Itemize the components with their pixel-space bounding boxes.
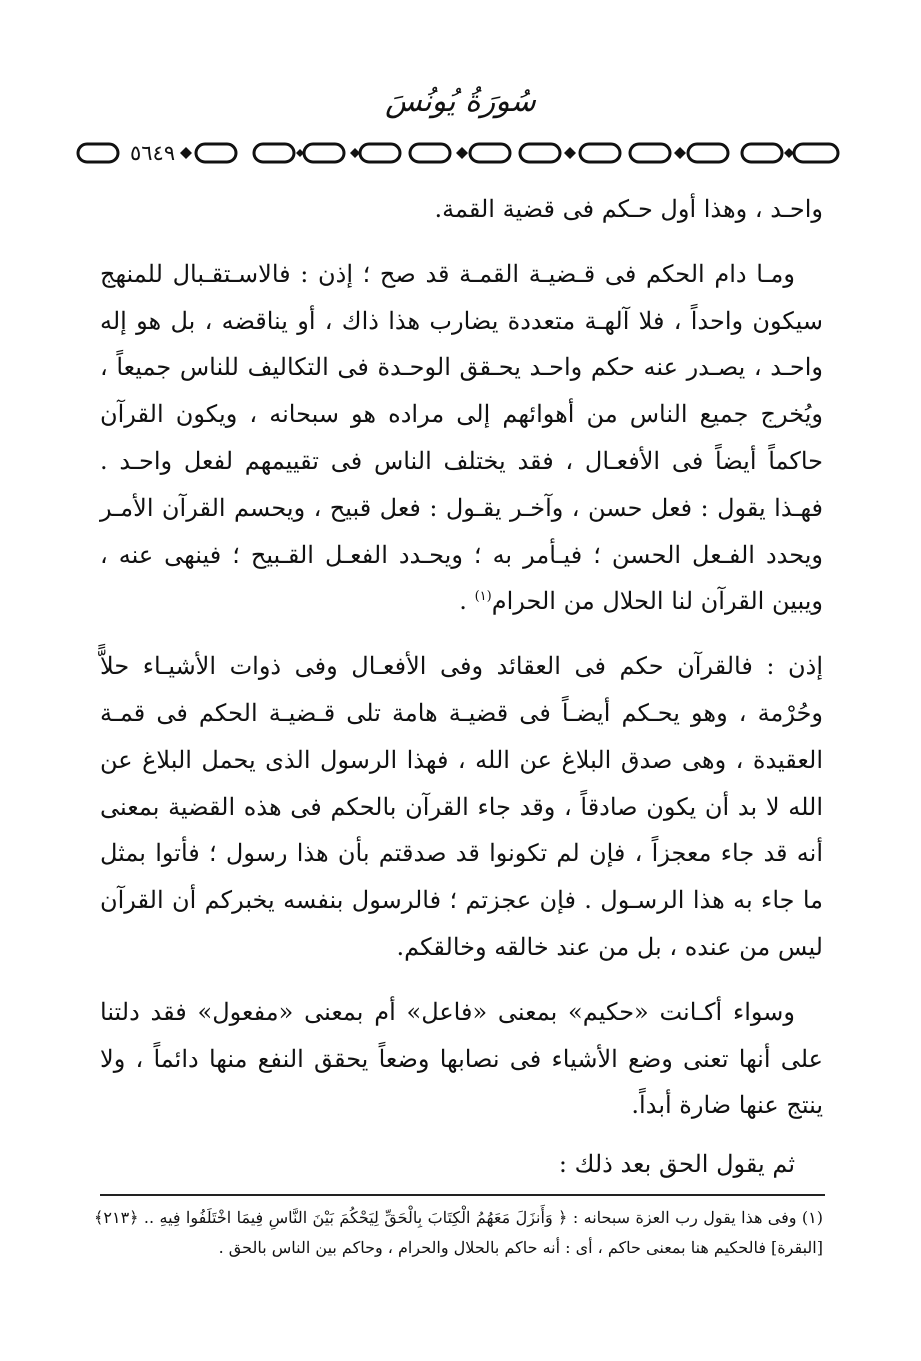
paragraph-2-end: . xyxy=(459,587,475,616)
paragraph-5: ثم يقول الحق بعد ذلك : xyxy=(558,1150,795,1179)
footnotes xyxy=(94,1203,823,1263)
paragraph-2 xyxy=(100,251,823,625)
footnote-divider xyxy=(100,1194,825,1196)
footnote-reference[interactable]: (١) xyxy=(474,589,492,605)
ornament-band xyxy=(72,138,844,168)
paragraph-2-text: ومـا دام الحكم فى قـضيـة القمـة قد صح ؛ إذن : فالاسـتقـبال للمنهج سيكون واحداً ، فلا آلهـة متعددة يضارب هذا ذاك ، أو يناقضه ، بل هو إله واحـد ، يصـدر عنه حكم واحـد يحـقق الوحـدة فى التكاليف للناس جميعاً ، ويُخرج جميع الناس من أهوائهم إلى مراده هو سبحانه ، ويكون القرآن حاكماً أيضاً فى الأفعـال ، فقد يختلف الناس فى تقييمهم لفعل واحـد . فهـذا يقول : فعل حسن ، وآخـر يقـول : فعل قبيح ، ويحسم القرآن الأمـر ويحدد الفـعل الحسن ؛ فيـأمر به ؛ ويحـدد الفعـل القـبيح ؛ فينهى عنه ، ويبين القرآن لنا الحلال من الحرام xyxy=(100,259,824,616)
surah-title: سُورَةُ يُونُسَ xyxy=(385,84,536,119)
page-number: ٥٦٤٩ xyxy=(126,139,179,167)
footnote-1: (١) وفى هذا يقول رب العزة سبحانه : ﴿ وَأَنزَلَ مَعَهُمُ الْكِتَابَ بِالْحَقِّ لِيَحْكُمَ بَيْنَ النَّاسِ فِيمَا اخْتَلَفُوا فِيهِ .. ﴿٢١٣﴾ [البقرة] فالحكيم هنا بمعنى حاكم ، أى : أنه حاكم بالحلال والحرام ، وحاكم بين الناس بالحق . xyxy=(94,1208,823,1257)
paragraph-4: وسواء أكـانت «حكيم» بمعنى «فاعل» أم بمعنى «مفعول» فقد دلتنا على أنها تعنى وضع الأشياء فى نصابها وضعاً يحقق النفع منها دائماً ، ولا ينتج عنها ضارة أبداً. xyxy=(100,997,823,1120)
main-text xyxy=(100,186,823,1188)
paragraph-1: واحـد ، وهذا أول حـكم فى قضية القمة. xyxy=(434,195,823,223)
paragraph-3: إذن : فالقرآن حكم فى العقائد وفى الأفعـال وفى ذوات الأشيـاء حلاًّ وحُرْمة ، وهو يحـكم أيضـاً فى قضيـة هامة تلى قـضيـة الحكم فى قمـة العقيدة ، وهى صدق البلاغ عن الله ، فهذا الرسول الذى يحمل البلاغ عن الله لا بد أن يكون صادقاً ، وقد جاء القرآن بالحكم فى هذه القضية بمعنى أنه قد جاء معجزاً ، فإن لم تكونوا قد صدقتم بأن هذا رسول ؛ فأتوا بمثل ما جاء به هذا الرسـول . فإن عجزتم ؛ فالرسول بنفسه يخبركم أن القرآن ليس من عنده ، بل من عند خالقه وخالقكم. xyxy=(100,652,823,961)
